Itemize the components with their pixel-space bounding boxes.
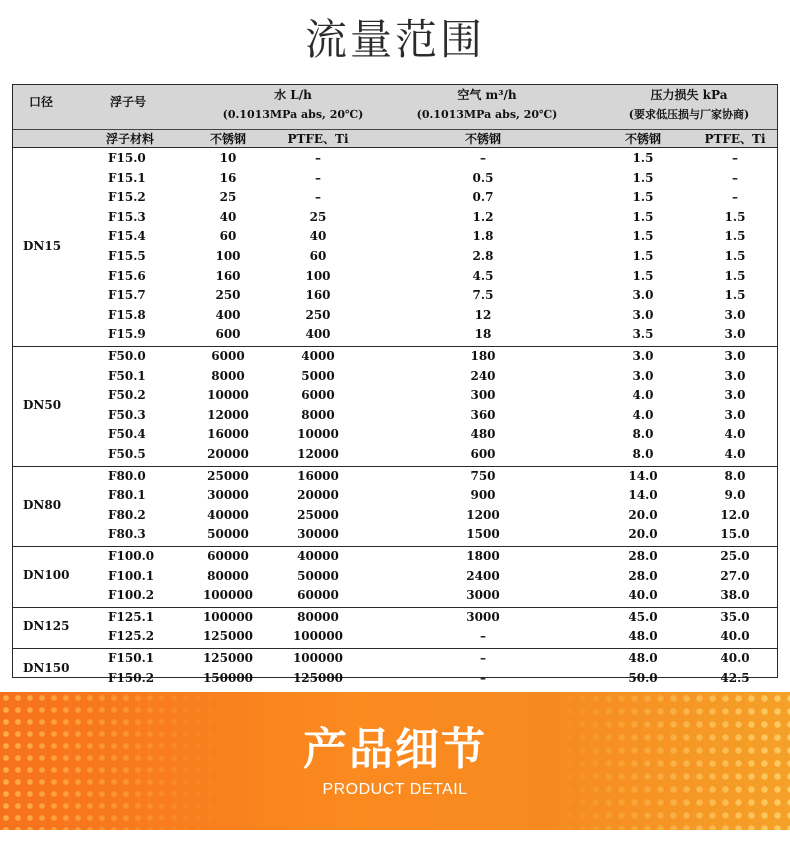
cell-air-ss: 1.2	[472, 209, 494, 224]
cell-loss-ss: 4.0	[632, 407, 654, 422]
table-subheader	[13, 129, 777, 148]
cell-air-ss: 0.5	[472, 170, 494, 185]
cell-water-ss: 6000	[211, 349, 245, 363]
cell-loss-ptfe: 9.0	[724, 488, 746, 503]
cell-float-no: F50.5	[108, 447, 146, 461]
cell-float-no: F50.0	[108, 349, 146, 363]
cell-water-ptfe: 250	[305, 307, 331, 322]
group-separator	[13, 546, 777, 547]
banner-title: 产品细节	[303, 724, 487, 775]
cell-loss-ss: 1.5	[632, 229, 654, 244]
dn-label: DN150	[23, 660, 70, 675]
cell-float-no: F50.2	[108, 388, 146, 403]
cell-loss-ss: 3.5	[632, 327, 654, 342]
cell-water-ptfe: 12000	[297, 447, 339, 461]
cell-float-no: F125.2	[108, 629, 155, 644]
cell-water-ss: 100	[215, 249, 241, 263]
cell-loss-ptfe: 3.0	[724, 327, 746, 342]
cell-water-ss: 125000	[202, 651, 254, 665]
cell-air-ss: –	[480, 670, 486, 685]
cell-loss-ptfe: –	[732, 151, 738, 165]
cell-water-ss: 16	[219, 170, 237, 185]
cell-air-ss: 12	[474, 307, 492, 322]
header-water-cond: (0.1013MPa abs, 20℃)	[222, 108, 364, 121]
product-detail-banner	[0, 692, 790, 830]
subheader-air-ss: 不锈钢	[464, 132, 501, 146]
cell-loss-ptfe: 42.5	[720, 670, 750, 685]
cell-loss-ss: 48.0	[628, 629, 658, 644]
cell-loss-ss: 14.0	[628, 468, 658, 483]
cell-loss-ptfe: 8.0	[724, 468, 746, 483]
cell-loss-ss: 45.0	[628, 609, 658, 624]
cell-water-ptfe: 100000	[292, 651, 344, 665]
cell-loss-ss: 28.0	[628, 568, 658, 583]
cell-loss-ptfe: 1.5	[724, 209, 746, 224]
cell-water-ptfe: 4000	[301, 349, 335, 363]
cell-float-no: F125.1	[108, 609, 155, 624]
cell-water-ss: 60000	[207, 549, 249, 563]
cell-water-ss: 30000	[207, 488, 249, 503]
cell-loss-ss: 4.0	[632, 388, 654, 403]
cell-loss-ss: 1.5	[632, 170, 654, 185]
group-separator	[13, 346, 777, 347]
cell-loss-ptfe: 1.5	[724, 229, 746, 244]
cell-water-ptfe: 16000	[297, 468, 339, 483]
cell-loss-ss: 20.0	[628, 507, 658, 522]
subheader-loss-ptfe: PTFE、Ti	[704, 132, 766, 146]
cell-water-ptfe: 20000	[297, 488, 339, 503]
cell-water-ptfe: 160	[305, 288, 331, 303]
cell-float-no: F15.6	[108, 268, 146, 283]
cell-water-ptfe: 40000	[297, 549, 339, 563]
group-separator	[13, 648, 777, 649]
header-air-cond: (0.1013MPa abs, 20℃)	[416, 108, 558, 121]
flow-range-table	[12, 84, 778, 685]
cell-loss-ss: 40.0	[628, 588, 658, 603]
cell-loss-ss: 48.0	[628, 651, 658, 665]
cell-air-ss: 1800	[466, 549, 500, 563]
cell-air-ss: 1.8	[472, 229, 494, 244]
cell-water-ss: 8000	[211, 368, 245, 383]
header-caliber: 口径	[29, 95, 54, 109]
cell-loss-ss: 8.0	[632, 427, 654, 442]
cell-float-no: F15.8	[108, 307, 146, 322]
cell-air-ss: 750	[470, 468, 496, 483]
cell-air-ss: 600	[470, 447, 496, 461]
cell-air-ss: 7.5	[472, 288, 494, 303]
cell-loss-ptfe: 40.0	[720, 651, 750, 665]
cell-loss-ptfe: 3.0	[724, 307, 746, 322]
cell-loss-ptfe: 3.0	[724, 388, 746, 403]
cell-air-ss: –	[480, 151, 486, 165]
cell-water-ss: 20000	[207, 447, 249, 461]
cell-water-ss: 16000	[207, 427, 249, 442]
cell-loss-ptfe: 15.0	[720, 527, 750, 542]
header-loss-title: 压力损失 kPa	[650, 88, 728, 102]
cell-water-ptfe: 25	[309, 209, 327, 224]
cell-float-no: F80.0	[108, 468, 146, 483]
cell-float-no: F15.0	[108, 151, 146, 165]
cell-air-ss: –	[480, 629, 486, 644]
cell-loss-ptfe: 25.0	[720, 549, 750, 563]
cell-water-ss: 250	[215, 288, 241, 303]
cell-water-ss: 600	[215, 327, 241, 342]
cell-air-ss: 2400	[466, 568, 500, 583]
cell-loss-ss: 1.5	[632, 151, 654, 165]
header-float-no: 浮子号	[110, 95, 147, 109]
cell-loss-ptfe: 4.0	[724, 447, 746, 461]
cell-water-ptfe: 25000	[297, 507, 339, 522]
cell-water-ptfe: 400	[305, 327, 331, 342]
cell-water-ptfe: 60	[309, 249, 327, 263]
subheader-water-ptfe: PTFE、Ti	[287, 132, 349, 146]
cell-water-ss: 100000	[202, 588, 254, 603]
cell-float-no: F15.9	[108, 327, 146, 342]
cell-air-ss: –	[480, 651, 486, 665]
table-header	[13, 85, 777, 148]
cell-loss-ptfe: 12.0	[720, 507, 750, 522]
cell-water-ptfe: 100	[305, 268, 331, 283]
cell-water-ptfe: –	[315, 190, 321, 205]
cell-loss-ptfe: 4.0	[724, 427, 746, 442]
cell-water-ptfe: –	[315, 170, 321, 185]
banner-subtitle: PRODUCT DETAIL	[322, 781, 468, 798]
cell-float-no: F100.0	[108, 549, 155, 563]
cell-float-no: F100.2	[108, 588, 155, 603]
cell-loss-ss: 3.0	[632, 288, 654, 303]
cell-loss-ss: 1.5	[632, 190, 654, 205]
cell-float-no: F80.3	[108, 527, 146, 542]
group-separator	[13, 607, 777, 608]
cell-water-ss: 50000	[207, 527, 249, 542]
cell-loss-ptfe: –	[732, 170, 738, 185]
cell-loss-ptfe: 1.5	[724, 288, 746, 303]
cell-air-ss: 3000	[466, 609, 500, 624]
header-air-title: 空气 m³/h	[457, 88, 517, 102]
subheader-loss-ss: 不锈钢	[624, 132, 661, 146]
cell-air-ss: 0.7	[472, 190, 494, 205]
cell-loss-ptfe: 35.0	[720, 609, 750, 624]
cell-air-ss: 900	[470, 488, 496, 503]
cell-loss-ptfe: 27.0	[720, 568, 750, 583]
dn-label: DN50	[23, 397, 62, 412]
cell-water-ptfe: 6000	[301, 388, 335, 403]
cell-water-ss: 125000	[202, 629, 254, 644]
cell-loss-ptfe: 3.0	[724, 349, 746, 363]
cell-loss-ss: 3.0	[632, 349, 654, 363]
cell-loss-ss: 1.5	[632, 209, 654, 224]
dn-label: DN125	[23, 619, 70, 634]
cell-water-ss: 25000	[207, 468, 249, 483]
cell-air-ss: 18	[474, 327, 492, 342]
header-loss-note: (要求低压损与厂家协商)	[628, 108, 750, 121]
cell-water-ss: 160	[215, 268, 241, 283]
cell-float-no: F15.1	[108, 170, 146, 185]
cell-water-ss: 25	[219, 190, 237, 205]
cell-loss-ptfe: –	[732, 190, 738, 205]
cell-air-ss: 1200	[466, 507, 500, 522]
group-separator	[13, 466, 777, 467]
cell-loss-ss: 28.0	[628, 549, 658, 563]
cell-float-no: F50.4	[108, 427, 146, 442]
cell-air-ss: 180	[470, 349, 496, 363]
cell-air-ss: 300	[470, 388, 496, 403]
cell-water-ss: 80000	[207, 568, 249, 583]
cell-air-ss: 3000	[466, 588, 500, 603]
cell-float-no: F150.2	[108, 670, 155, 685]
cell-water-ptfe: 10000	[297, 427, 339, 442]
subheader-water-ss: 不锈钢	[209, 132, 246, 146]
cell-loss-ss: 1.5	[632, 268, 654, 283]
cell-air-ss: 2.8	[472, 249, 494, 263]
cell-loss-ptfe: 3.0	[724, 407, 746, 422]
cell-water-ss: 10000	[207, 388, 249, 403]
cell-water-ss: 40000	[207, 507, 249, 522]
cell-loss-ss: 14.0	[628, 488, 658, 503]
cell-float-no: F15.7	[108, 288, 146, 303]
cell-air-ss: 240	[470, 368, 496, 383]
cell-water-ss: 60	[219, 229, 237, 244]
cell-air-ss: 1500	[466, 527, 500, 542]
cell-loss-ss: 1.5	[632, 249, 654, 263]
cell-loss-ptfe: 38.0	[720, 588, 750, 603]
cell-loss-ptfe: 1.5	[724, 249, 746, 263]
cell-water-ptfe: 50000	[297, 568, 339, 583]
subheader-float-material: 浮子材料	[106, 132, 155, 146]
cell-float-no: F15.4	[108, 229, 146, 244]
page-title: 流量范围	[304, 15, 485, 64]
cell-water-ss: 12000	[207, 407, 249, 422]
cell-float-no: F50.3	[108, 407, 146, 422]
dn-label: DN80	[23, 497, 62, 512]
cell-float-no: F15.3	[108, 209, 146, 224]
cell-float-no: F100.1	[108, 568, 155, 583]
cell-air-ss: 360	[470, 407, 496, 422]
cell-water-ss: 100000	[202, 609, 254, 624]
cell-water-ss: 400	[215, 307, 241, 322]
cell-loss-ptfe: 3.0	[724, 368, 746, 383]
cell-water-ss: 10	[219, 151, 237, 165]
cell-water-ptfe: –	[315, 151, 321, 165]
cell-loss-ss: 8.0	[632, 447, 654, 461]
cell-water-ptfe: 8000	[301, 407, 335, 422]
cell-float-no: F80.1	[108, 488, 146, 503]
cell-float-no: F15.2	[108, 190, 146, 205]
cell-water-ptfe: 5000	[301, 368, 335, 383]
cell-loss-ss: 50.0	[628, 670, 658, 685]
cell-loss-ss: 3.0	[632, 307, 654, 322]
cell-loss-ptfe: 40.0	[720, 629, 750, 644]
cell-float-no: F15.5	[108, 249, 146, 263]
cell-loss-ptfe: 1.5	[724, 268, 746, 283]
cell-float-no: F150.1	[108, 651, 155, 665]
cell-water-ptfe: 125000	[292, 670, 344, 685]
cell-water-ptfe: 40	[309, 229, 327, 244]
header-water-title: 水 L/h	[274, 88, 312, 102]
dn-label: DN15	[23, 239, 62, 253]
cell-water-ptfe: 30000	[297, 527, 339, 542]
cell-water-ss: 40	[219, 209, 237, 224]
cell-loss-ss: 3.0	[632, 368, 654, 383]
cell-water-ptfe: 80000	[297, 609, 339, 624]
cell-loss-ss: 20.0	[628, 527, 658, 542]
cell-air-ss: 4.5	[472, 268, 494, 283]
cell-water-ss: 150000	[202, 670, 254, 685]
cell-float-no: F50.1	[108, 368, 146, 383]
cell-water-ptfe: 100000	[292, 629, 344, 644]
cell-water-ptfe: 60000	[297, 588, 339, 603]
cell-float-no: F80.2	[108, 507, 146, 522]
dn-label: DN100	[23, 568, 70, 583]
cell-air-ss: 480	[470, 427, 496, 442]
